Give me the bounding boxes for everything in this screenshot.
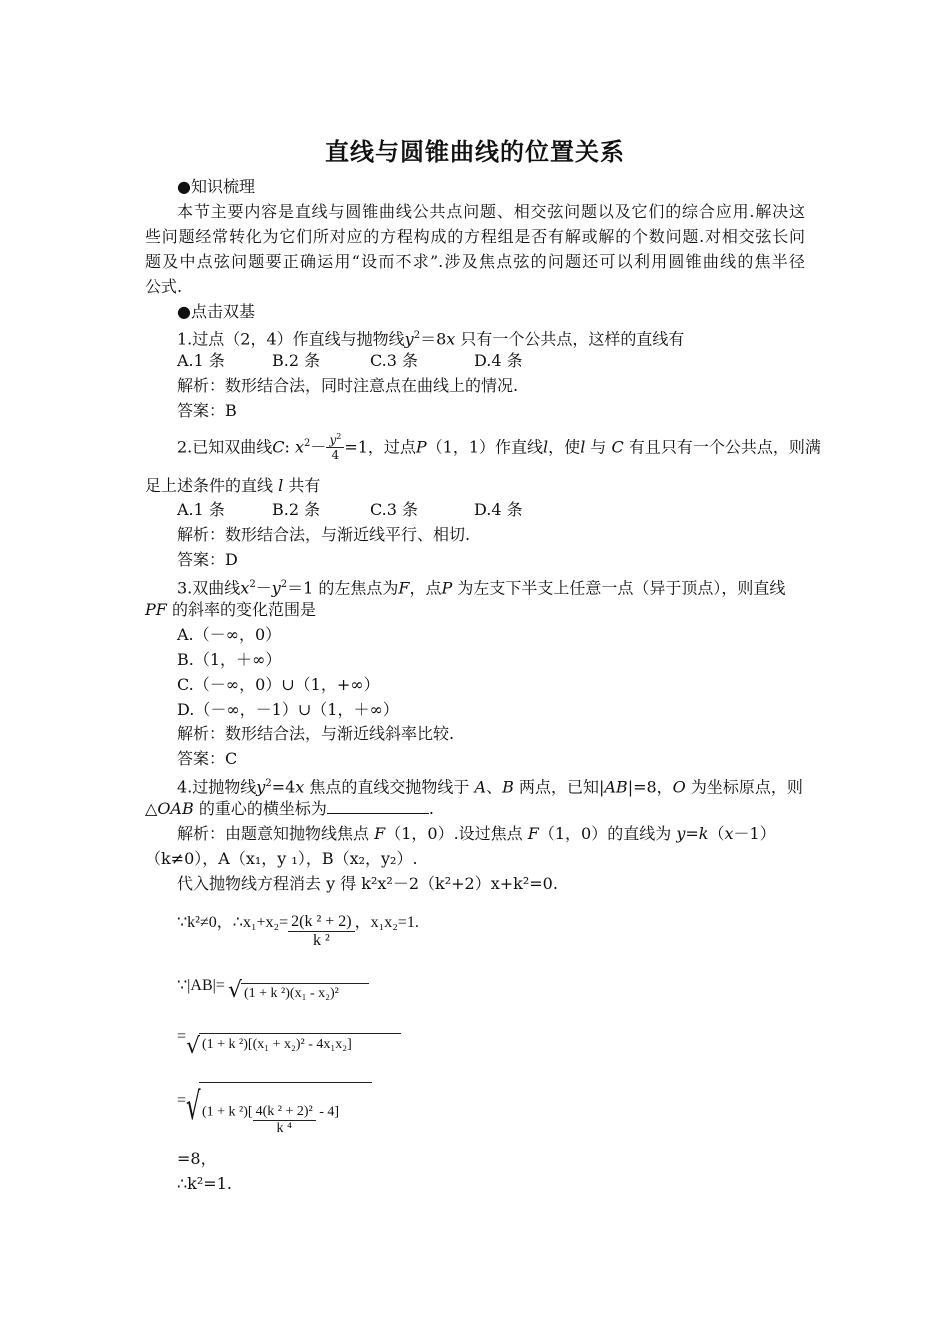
sqrt-expr-2: (1 + k ²)[(x₁ + x₂)² - 4x₁x₂] <box>202 1037 352 1052</box>
q1-option-c: C.3 条 <box>370 351 419 370</box>
q2-line-2: 足上述条件的直线 l 共有 <box>145 476 321 495</box>
q4-sum-fraction: $\frac{\text{2(k ² + 2)}}{\text{k ²}}$ <box>288 913 354 950</box>
q2-option-c: C.3 条 <box>370 500 419 519</box>
q2-option-b: B.2 条 <box>272 500 321 519</box>
q4-substitution: 代入抛物线方程消去 y 得 k²x²－2（k²+2）x+k²=0. <box>177 874 558 893</box>
q1-answer: 答案：B <box>177 401 237 420</box>
q2-option-d: D.4 条 <box>474 500 523 519</box>
q4-analysis-line-1: 解析：由题意知抛物线焦点 F（1，0）.设过焦点 F（1，0）的直线为 y=k（x－1） <box>177 824 776 843</box>
q2-answer: 答案：D <box>177 550 238 569</box>
sqrt-expr-3: (1 + k ²)[ $\frac{\text{4(k ² + 2)²}}{\text{k ⁴}}$ - 4] <box>202 1104 340 1136</box>
eq-sign-2: = <box>177 1092 187 1109</box>
q4-line-1: 4.过抛物线$y^2=4x$ 焦点的直线交抛物线于 A、B 两点，已知|AB|=8，O 为坐标原点，则 <box>177 777 803 797</box>
q4-analysis-line-2: （k≠0），A（x₁，y ₁），B（x₂，y₂）. <box>145 849 418 868</box>
q1-option-b: B.2 条 <box>272 351 321 370</box>
sqrt-bar-2 <box>199 1033 401 1034</box>
intro-line-1: 本节主要内容是直线与圆锥曲线公共点问题、相交弦问题以及它们的综合应用.解决这 <box>177 202 805 221</box>
q1-option-a: A.1 条 <box>177 351 225 370</box>
intro-line-4: 公式. <box>145 277 183 296</box>
sqrt-bar-3 <box>199 1082 372 1083</box>
q3-option-d: D.（－∞，－1）∪（1，＋∞） <box>177 700 399 719</box>
q3-answer: 答案：C <box>177 749 238 768</box>
sqrt-expr-1: (1 + k ²)(x₁ - x₂)² <box>244 986 339 1001</box>
q2-options <box>177 498 805 522</box>
q3-analysis: 解析：数形结合法，与渐近线斜率比较. <box>177 724 455 743</box>
q3-option-b: B.（1，＋∞） <box>177 650 282 669</box>
q2-option-a: A.1 条 <box>177 500 225 519</box>
q4-line-2: △OAB 的重心的横坐标为 . <box>145 799 434 818</box>
eq-sign-1: = <box>177 1028 187 1045</box>
sqrt-sign-2: √ <box>186 1034 201 1059</box>
q3-option-c: C.（－∞，0）∪（1，+∞） <box>177 675 380 694</box>
answer-blank[interactable] <box>327 797 429 814</box>
q4-result-1: =8， <box>177 1149 217 1168</box>
sqrt-sign-1: √ <box>228 978 243 1003</box>
q3-option-a: A.（－∞，0） <box>177 625 282 644</box>
intro-line-2: 些问题经常转化为它们所对应的方程构成的方程组是否有解或解的个数问题.对相交弦长问 <box>145 227 805 246</box>
q1-analysis: 解析：数形结合法，同时注意点在曲线上的情况. <box>177 376 519 395</box>
q3-line-2: PF 的斜率的变化范围是 <box>145 600 316 619</box>
page-title: 直线与圆锥曲线的位置关系 <box>325 137 625 166</box>
section-heading-knowledge: ●知识梳理 <box>177 177 255 196</box>
q1-option-d: D.4 条 <box>474 351 523 370</box>
q4-result-2: ∴k²=1. <box>177 1174 232 1193</box>
q2-line-1: 2.已知双曲线C: $x^2-$ $\frac{y^2}{4}$ =1，过点P（1，1）作直线l，使l 与 C 有且只有一个公共点，则满 <box>177 432 821 462</box>
q3-line-1: 3.双曲线$x^2-y^2=1$ 的左焦点为F，点P 为左支下半支上任意一点（异于顶点），则直线 <box>177 578 786 598</box>
intro-line-3: 题及中点弦问题要正确运用“设而不求”.涉及焦点弦的问题还可以利用圆锥曲线的焦半径 <box>145 252 805 271</box>
q1-stem: 1.过点（2，4）作直线与抛物线$y^2=8x$ 只有一个公共点，这样的直线有 <box>177 329 685 349</box>
sqrt-bar-1 <box>241 983 369 984</box>
q4-ab-label: ∵|AB|= <box>177 977 225 994</box>
section-heading-basics: ●点击双基 <box>177 302 255 321</box>
sqrt-sign-3: √ <box>186 1084 201 1128</box>
q1-options <box>177 349 805 373</box>
q4-sum-of-roots: ∵k²≠0，∴x₁+x₂= $\frac{\text{2(k ² + 2)}}{\text{k ²}}$ ，x₁x₂=1. <box>177 913 419 949</box>
q2-analysis: 解析：数形结合法，与渐近线平行、相切. <box>177 525 471 544</box>
